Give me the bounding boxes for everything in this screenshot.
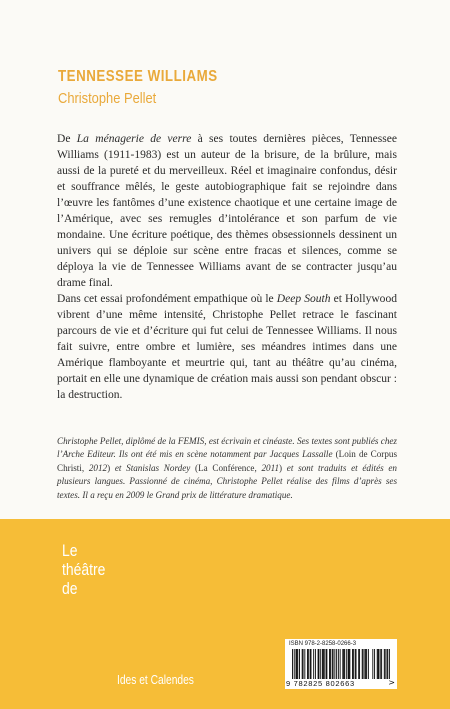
barcode-bar bbox=[334, 649, 335, 679]
barcode-bar bbox=[368, 649, 369, 679]
barcode-bar bbox=[340, 649, 341, 679]
author-bio: Christophe Pellet, diplômé de la FEMIS, est écrivain et cinéaste. Ses textes sont publiés chez l’Arche Editeur. Ils ont été mis en scène notamment par Jacques Lassalle (Loin de Corpus Christi, 2012) et Stanislas Nordey (La Conférence, 2011) et sont traduits et édités en plusieurs langues. Passionné de cinéma, Christophe Pellet réalise des films d’après ses textes. Il a reçu en 2009 le Grand prix de littérature dramatique. bbox=[57, 436, 397, 500]
barcode-bar bbox=[366, 649, 367, 679]
author-name: Christophe Pellet bbox=[58, 90, 157, 107]
barcode-bar bbox=[302, 649, 303, 679]
barcode-bar bbox=[352, 649, 353, 679]
barcode-bar bbox=[297, 649, 298, 679]
barcode-bar bbox=[349, 649, 350, 679]
barcode-bar bbox=[299, 649, 300, 679]
barcode-bar bbox=[342, 649, 343, 679]
barcode-bar bbox=[318, 649, 319, 679]
publisher-name: Ides et Calendes bbox=[117, 673, 194, 687]
barcode-bar bbox=[326, 649, 327, 679]
barcode-bar bbox=[359, 649, 360, 679]
synopsis-paragraph-2: Dans cet essai profondément empathique où le Deep South et Hollywood vibrent d’une même intensité, Christophe Pellet retrace le fascinant parcours de vie et d’écriture qui fut celui de Tennessee Williams. Il nous fait suivre, entre ombre et lumière, ses méandres intimes dans une Amérique flamboyante et meurtrie qui, tant au théâtre qu’au cinéma, portait en elle une dynamique de création mais aussi son pendant obscur : la destruction. bbox=[57, 293, 397, 401]
barcode-bar bbox=[310, 649, 311, 679]
barcode-bar bbox=[320, 649, 321, 679]
barcode-bar bbox=[292, 649, 293, 679]
barcode-bar bbox=[307, 649, 308, 679]
barcode-bar bbox=[362, 649, 363, 679]
series-name: Le théâtre de bbox=[62, 541, 106, 598]
barcode-bar bbox=[329, 649, 330, 679]
barcode-bar bbox=[336, 649, 337, 679]
ean-arrow: > bbox=[388, 678, 395, 687]
barcode bbox=[285, 639, 397, 689]
barcode-bar bbox=[348, 649, 349, 679]
barcode-bar bbox=[385, 649, 386, 679]
barcode-bar bbox=[389, 649, 390, 679]
barcode-bar bbox=[296, 649, 297, 679]
isbn-label: ISBN 978-2-8258-0266-3 bbox=[289, 641, 357, 647]
barcode-bar bbox=[294, 649, 295, 679]
barcode-bar bbox=[372, 649, 373, 679]
ean-number: 9 782825 802663 bbox=[286, 679, 355, 688]
barcode-bar bbox=[313, 649, 314, 679]
barcode-bar bbox=[315, 649, 316, 679]
barcode-bar bbox=[363, 649, 364, 679]
barcode-bar bbox=[311, 649, 312, 679]
barcode-bar bbox=[332, 649, 333, 679]
barcode-bar bbox=[324, 649, 325, 679]
barcode-bar bbox=[355, 649, 356, 679]
barcode-bar bbox=[365, 649, 366, 679]
barcode-bar bbox=[333, 649, 334, 679]
barcode-bar bbox=[379, 649, 380, 679]
barcode-bar bbox=[323, 649, 324, 679]
barcode-bar bbox=[344, 649, 345, 679]
barcode-bar bbox=[387, 649, 388, 679]
book-title: TENNESSEE WILLIAMS bbox=[58, 68, 218, 85]
barcode-bar bbox=[338, 649, 339, 679]
barcode-bar bbox=[378, 649, 379, 679]
barcode-bar bbox=[364, 649, 365, 679]
barcode-bars bbox=[292, 649, 390, 679]
barcode-bar bbox=[356, 649, 357, 679]
barcode-bar bbox=[318, 649, 319, 679]
synopsis bbox=[57, 131, 397, 403]
barcode-bar bbox=[374, 649, 375, 679]
barcode-bar bbox=[296, 649, 297, 679]
barcode-bar bbox=[380, 649, 381, 679]
barcode-bar bbox=[343, 649, 344, 679]
barcode-bar bbox=[303, 649, 304, 679]
barcode-bar bbox=[377, 649, 378, 679]
barcode-bar bbox=[304, 649, 305, 679]
barcode-bar bbox=[326, 649, 327, 679]
barcode-bar bbox=[349, 649, 350, 679]
barcode-bar bbox=[330, 649, 331, 679]
barcode-bar bbox=[308, 649, 309, 679]
barcode-bar bbox=[381, 649, 382, 679]
barcode-bar bbox=[384, 649, 385, 679]
barcode-bar bbox=[346, 649, 347, 679]
barcode-bar bbox=[358, 649, 359, 679]
barcode-bar bbox=[353, 649, 354, 679]
barcode-bar bbox=[386, 649, 387, 679]
barcode-bar bbox=[322, 649, 323, 679]
synopsis-paragraph-1: De La ménagerie de verre à ses toutes dernières pièces, Tennessee Williams (1911-1983) est un auteur de la brisure, de la brûlure, mais aussi de la pureté et du merveilleux. Réel et imaginaire confondus, désir et souffrance mêlés, le geste autobiographique fait se rejoindre dans l’œuvre les fantômes d’une existence chaotique et une certaine image de l’Amérique, avec ses remugles d’intolérance et son parfum de vie mondaine. Une écriture poétique, des thèmes obsessionnels dessinent un univers qui se déploie sur scène entre fracas et silences, comme se déploya la vie de Tennessee Williams avant de se contracter jusqu’au drame final. bbox=[57, 133, 397, 289]
